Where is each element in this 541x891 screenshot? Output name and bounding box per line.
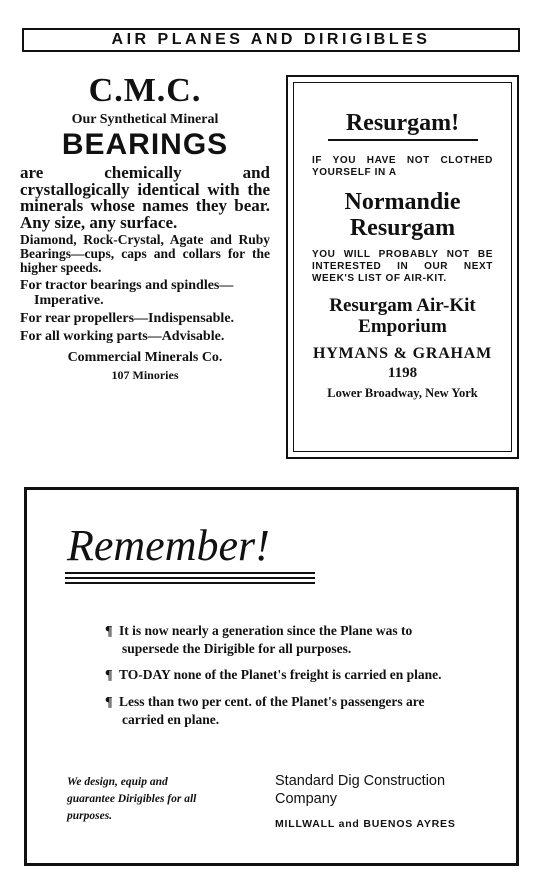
remember-advertisement: [24, 487, 519, 866]
remember-paragraph: [105, 622, 451, 657]
resurgam-title-rule: [328, 139, 478, 141]
resurgam-title: Resurgam!: [345, 110, 460, 136]
remember-paragraph: [105, 693, 451, 728]
cmc-address: 107 Minories: [111, 368, 179, 382]
resurgam-street: Lower Broadway, New York: [327, 386, 478, 400]
resurgam-product: Normandie Resurgam: [344, 189, 461, 241]
resurgam-intro: IF YOU HAVE NOT CLOTHED YOURSELF IN A: [312, 155, 493, 178]
underline-rule: [65, 572, 315, 574]
cmc-subtitle: Our Synthetical Mineral: [71, 112, 219, 127]
cmc-body-large: are chemically and crystallogically identical with the minerals whose names they bear. Any size, any surface.: [20, 163, 270, 232]
cmc-body-small: Diamond, Rock-Crystal, Agate and Ruby Bearings—cups, caps and collars for the higher speeds.: [20, 232, 270, 275]
paragraph-text: TO-DAY none of the Planet's freight is carried en plane.: [119, 667, 442, 682]
cmc-company: Commercial Minerals Co.: [67, 350, 223, 365]
remember-heading: Remember!: [67, 521, 270, 570]
remember-location: MILLWALL and BUENOS AYRES: [275, 818, 456, 830]
paragraph-text: It is now nearly a generation since the Plane was to supersede the Dirigible for all purposes.: [119, 623, 413, 656]
remember-paragraphs: [105, 622, 451, 737]
section-header: [22, 28, 520, 52]
cmc-name: C.M.C.: [88, 72, 202, 109]
remember-paragraph: [105, 666, 451, 684]
resurgam-firm: HYMANS & GRAHAM: [312, 345, 493, 362]
paragraph-text: Less than two per cent. of the Planet's passengers are carried en plane.: [119, 694, 425, 727]
cmc-advertisement: [20, 72, 270, 383]
heading-underline-rules: [65, 572, 315, 587]
cmc-use-item: For tractor bearings and spindles—Imperative.: [20, 278, 234, 308]
resurgam-advertisement: [286, 75, 519, 459]
resurgam-warning: YOU WILL PROBABLY NOT BE INTERESTED IN OUR NEXT WEEK'S LIST OF AIR-KIT.: [312, 249, 493, 284]
pilcrow-icon: ¶: [105, 695, 113, 710]
cmc-product: BEARINGS: [61, 128, 229, 161]
resurgam-emporium: Resurgam Air-Kit Emporium: [329, 295, 476, 337]
pilcrow-icon: ¶: [105, 624, 113, 639]
cmc-use-item: For all working parts—Advisable.: [20, 329, 225, 344]
remember-company: Standard Dig Construction Company: [275, 773, 446, 807]
underline-rule: [65, 577, 315, 579]
resurgam-inner-frame: [293, 82, 512, 452]
resurgam-number: 1198: [387, 365, 418, 381]
underline-rule: [65, 582, 315, 584]
remember-note: We design, equip and guarantee Dirigibles for all purposes.: [67, 776, 197, 822]
cmc-use-item: For rear propellers—Indispensable.: [20, 311, 235, 326]
section-title: AIR PLANES AND DIRIGIBLES: [111, 31, 431, 48]
pilcrow-icon: ¶: [105, 668, 113, 683]
